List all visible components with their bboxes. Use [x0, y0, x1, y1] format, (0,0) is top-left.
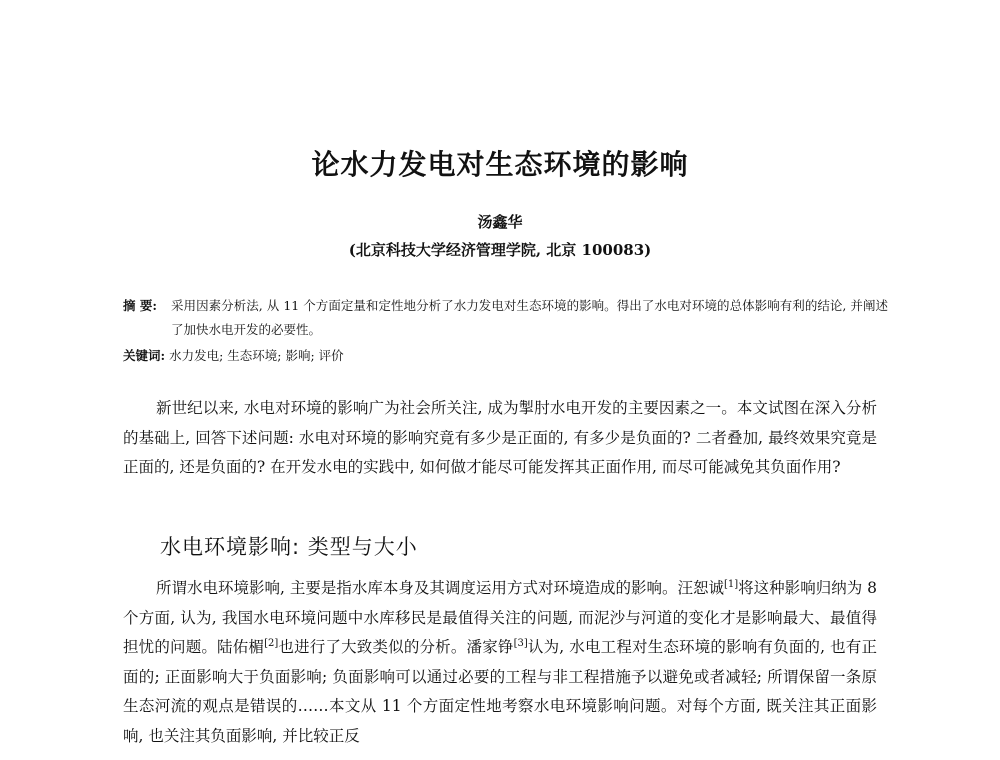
author-affiliation: (北京科技大学经济管理学院, 北京 100083) — [348, 241, 652, 259]
abstract-label: 摘 要: — [123, 298, 157, 313]
author-name: 汤鑫华 — [477, 213, 523, 231]
paragraph-text-part1: 所谓水电环境影响, 主要是指水库本身及其调度运用方式对环境造成的影响。汪恕诚 — [156, 579, 724, 597]
abstract-text: 采用因素分析法, 从 11 个方面定量和定性地分析了水力发电对生态环境的影响。得出了水电对环境的总体影响有利的结论, 并阐述了加快水电开发的必要性。 — [171, 298, 888, 337]
keywords-block — [123, 346, 888, 366]
paragraph-text-part3: 也进行了大致类似的分析。潘家铮 — [278, 638, 514, 656]
intro-paragraph: 新世纪以来, 水电对环境的影响广为社会所关注, 成为掣肘水电开发的主要因素之一。本文试图在深入分析的基础上, 回答下述问题: 水电对环境的影响究竟有多少是正面的, 有多少是负面的? 二者叠加, 最终效果究竟是正面的, 还是负面的? 在开发水电的实践中, 如何做才能尽可能发挥其正面作用, 而尽可能减免其负面作用? — [123, 399, 877, 476]
section-paragraph — [123, 574, 877, 751]
section-heading: 水电环境影响: 类型与大小 — [160, 535, 418, 559]
paragraph-text-part4: 认为, 水电工程对生态环境的影响有负面的, 也有正面的; 正面影响大于负面影响; 负面影响可以通过必要的工程与非工程措施予以避免或者减轻; 所谓保留一条原生态河流的观点是错误的……本文从 11 个方面定性地考察水电环境影响问题。对每个方面, 既关注其正面影响, 也关注其负面影响, 并比较正反 — [123, 638, 877, 745]
paragraph-text-part2: 将这种影响归纳为 8 个方面, 认为, 我国水电环境问题中水库移民是最值得关注的问题, 而泥沙与河道的变化才是影响最大、最值得担忧的问题。陆佑楣 — [123, 579, 877, 656]
paper-title: 论水力发电对生态环境的影响 — [311, 148, 689, 181]
keywords-text: 水力发电; 生态环境; 影响; 评价 — [169, 348, 344, 363]
keywords-label: 关键词: — [123, 348, 166, 363]
abstract-block — [123, 294, 888, 342]
citation-ref-2: [2] — [264, 637, 279, 649]
citation-ref-3: [3] — [513, 637, 528, 649]
citation-ref-1: [1] — [724, 578, 739, 590]
